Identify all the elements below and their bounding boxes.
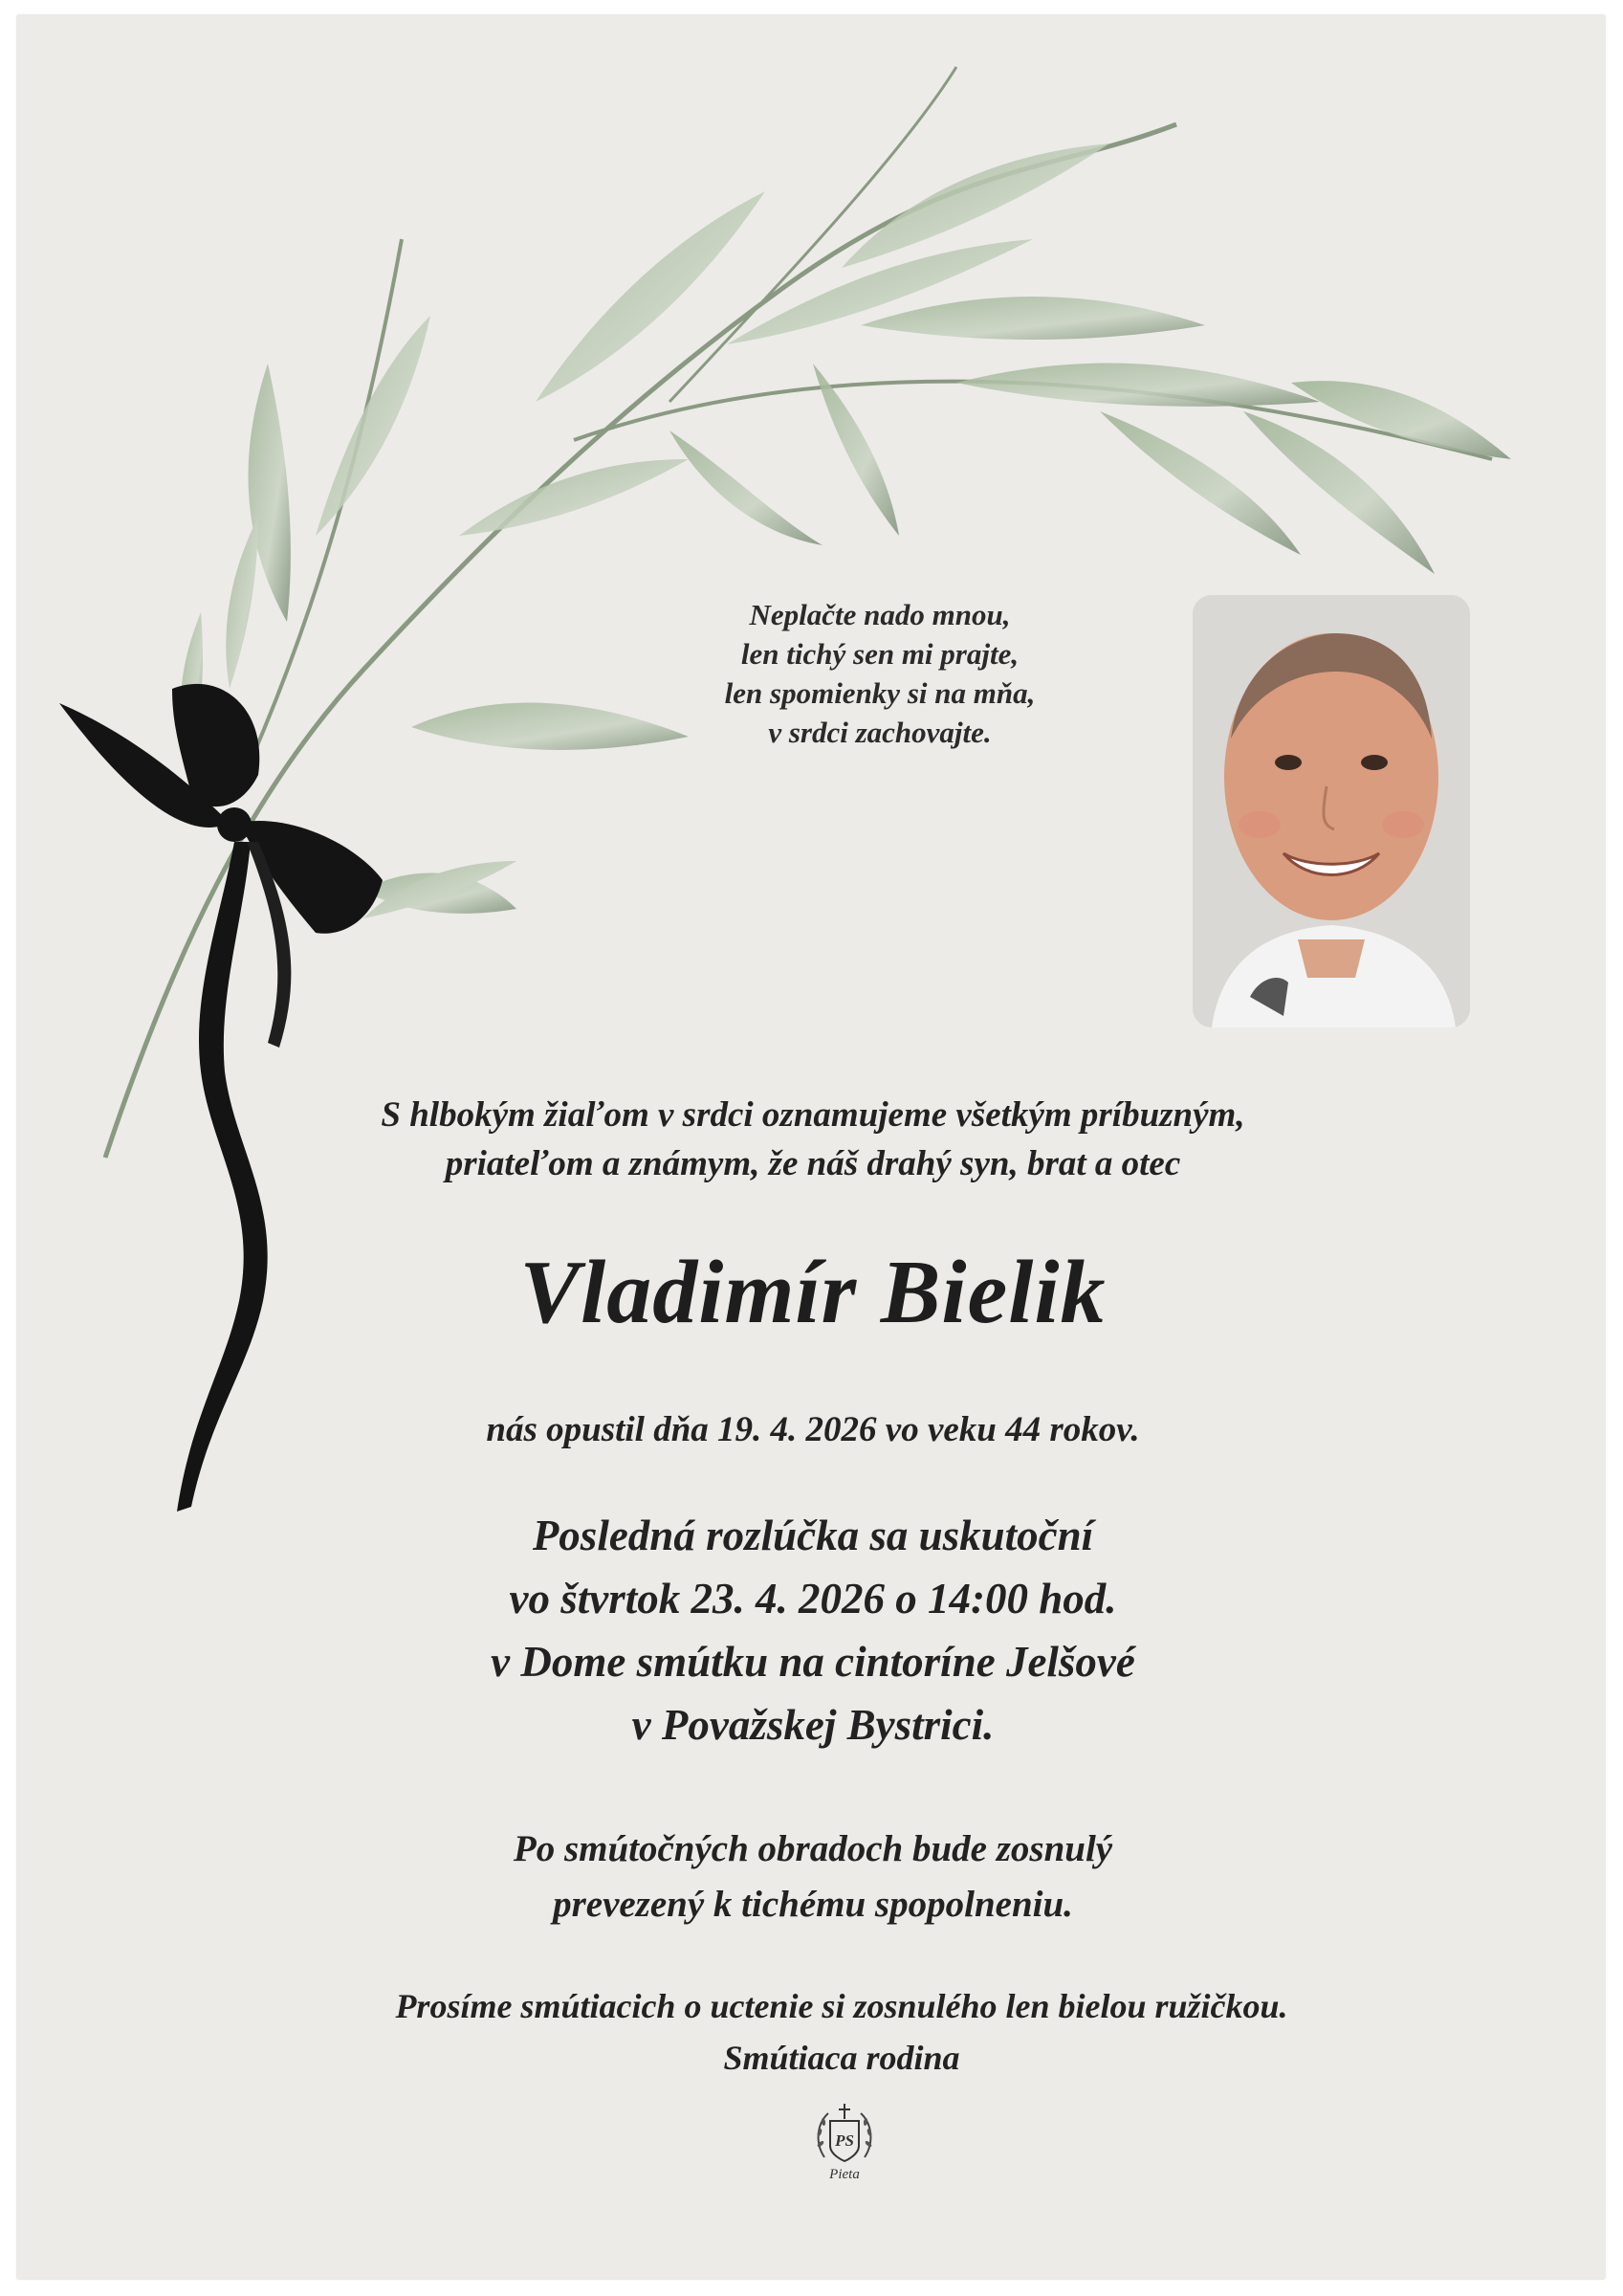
- cremation-notice: [287, 1821, 1339, 1932]
- funeral-line: Posledná rozlúčka sa uskutoční: [532, 1512, 1094, 1559]
- pieta-logo: [801, 2100, 888, 2196]
- death-date-line: nás opustil dňa 19. 4. 2026 vo veku 44 rokov.: [486, 1410, 1140, 1449]
- family-signature: Smútiaca rodina: [723, 2039, 960, 2077]
- cremation-line: prevezený k tichému spopolneniu.: [553, 1884, 1073, 1925]
- funeral-line: v Dome smútku na cintoríne Jelšové: [491, 1638, 1135, 1686]
- funeral-line: vo štvrtok 23. 4. 2026 o 14:00 hod.: [509, 1575, 1117, 1623]
- logo-monogram: PS: [835, 2131, 854, 2150]
- funeral-details: [287, 1504, 1339, 1756]
- deceased-portrait-photo: [1193, 595, 1470, 1027]
- poem-line: len tichý sen mi prajte,: [740, 637, 1020, 671]
- intro-line: S hlbokým žiaľom v srdci oznamujeme všetkým príbuzným,: [381, 1095, 1245, 1135]
- memorial-poem: [612, 595, 1148, 752]
- poem-line: v srdci zachovajte.: [768, 716, 992, 749]
- funeral-line: v Považskej Bystrici.: [631, 1701, 995, 1749]
- poem-line: Neplačte nado mnou,: [749, 598, 1011, 631]
- cremation-line: Po smútočných obradoch bude zosnulý: [513, 1828, 1113, 1869]
- white-rose-request: Prosíme smútiacich o uctenie si zosnulého len bielou ružičkou.: [395, 1987, 1288, 2025]
- poem-line: len spomienky si na mňa,: [724, 676, 1036, 710]
- closing-section: [191, 1980, 1492, 2084]
- logo-word: Pieta: [829, 2167, 860, 2182]
- intro-line: priateľom a známym, že náš drahý syn, brat a otec: [445, 1144, 1181, 1183]
- laurel-cross-emblem-icon: [811, 2100, 878, 2171]
- announcement-intro: [239, 1091, 1387, 1188]
- deceased-name: Vladimír Bielik: [519, 1243, 1107, 1342]
